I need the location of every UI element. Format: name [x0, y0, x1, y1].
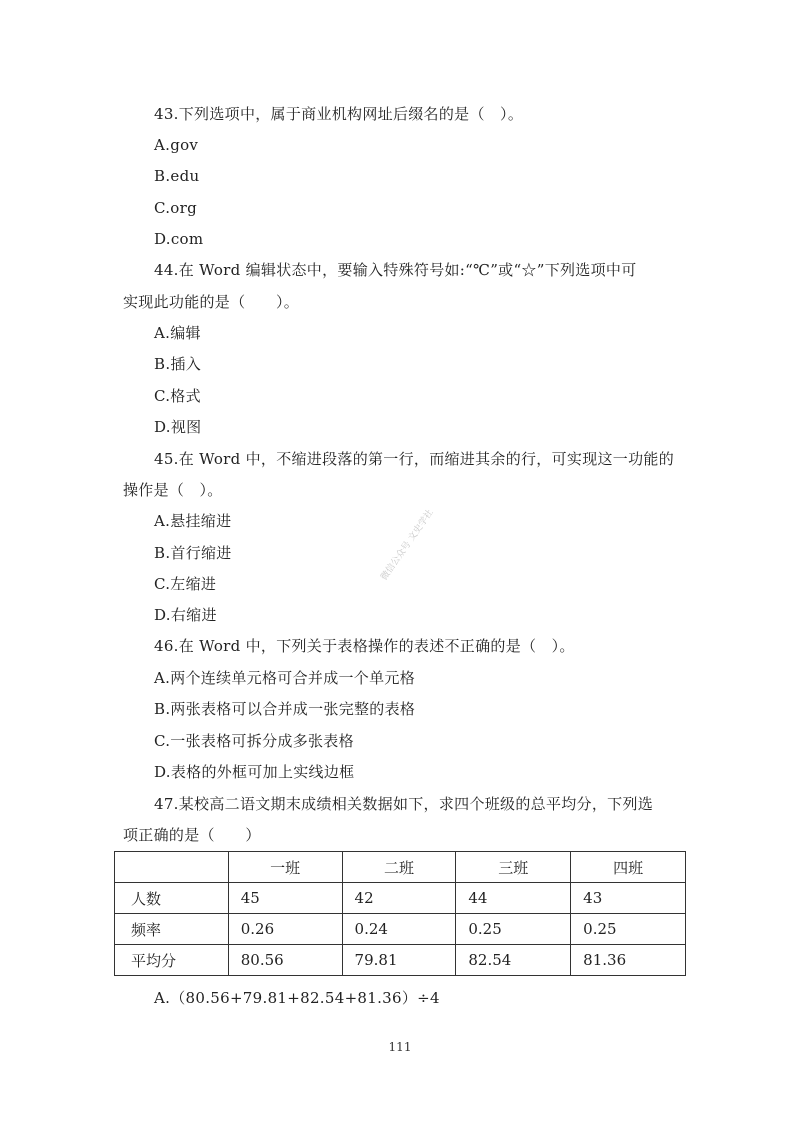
page-number: 111 [388, 1040, 412, 1054]
question-45-stem-line-2: 操作是（ ）。 [123, 481, 223, 499]
question-43-stem: 43.下列选项中，属于商业机构网址后缀名的是（ ）。 [154, 105, 524, 123]
table-cell: 0.25 [571, 914, 686, 945]
table-header-cell: 三班 [456, 852, 571, 883]
question-44-option-b: B.插入 [154, 355, 201, 373]
question-46-option-a: A.两个连续单元格可合并成一个单元格 [154, 669, 416, 687]
table-row-label: 平均分 [115, 945, 229, 976]
table-row [115, 883, 686, 914]
class-scores-table [114, 851, 686, 976]
question-46-stem: 46.在 Word 中，下列关于表格操作的表述不正确的是（ ）。 [154, 637, 575, 655]
question-45-option-b: B.首行缩进 [154, 544, 232, 562]
table-cell: 42 [342, 883, 456, 914]
question-46-option-d: D.表格的外框可加上实线边框 [154, 763, 355, 781]
table-cell: 43 [571, 883, 686, 914]
question-45-option-d: D.右缩进 [154, 606, 217, 624]
question-46-option-b: B.两张表格可以合并成一张完整的表格 [154, 700, 416, 718]
question-45-option-c: C.左缩进 [154, 575, 217, 593]
table-header-row [115, 852, 686, 883]
question-43-option-c: C.org [154, 199, 198, 217]
table-cell: 44 [456, 883, 571, 914]
table-cell: 81.36 [571, 945, 686, 976]
table-row-label: 人数 [115, 883, 229, 914]
question-44-option-a: A.编辑 [154, 324, 201, 342]
watermark: 微信公众号 文史学社 [379, 507, 436, 583]
table-row [115, 914, 686, 945]
table-cell: 82.54 [456, 945, 571, 976]
table-header-cell: 一班 [228, 852, 342, 883]
question-44-option-d: D.视图 [154, 418, 202, 436]
table-cell: 45 [228, 883, 342, 914]
question-43-option-d: D.com [154, 230, 204, 248]
question-45-option-a: A.悬挂缩进 [154, 512, 232, 530]
question-44-stem-line-1: 44.在 Word 编辑状态中，要输入特殊符号如:“℃”或“☆”下列选项中可 [154, 261, 637, 279]
question-46-option-c: C.一张表格可拆分成多张表格 [154, 732, 354, 750]
table-row [115, 945, 686, 976]
table-cell: 0.24 [342, 914, 456, 945]
question-43-option-a: A.gov [154, 136, 199, 154]
table-header-cell: 二班 [342, 852, 456, 883]
table-cell: 80.56 [228, 945, 342, 976]
question-43-option-b: B.edu [154, 167, 200, 185]
question-45-stem-line-1: 45.在 Word 中，不缩进段落的第一行，而缩进其余的行，可实现这一功能的 [154, 450, 674, 468]
question-47-option-a: A.（80.56+79.81+82.54+81.36）÷4 [154, 989, 440, 1007]
table-cell: 79.81 [342, 945, 456, 976]
table-cell: 0.25 [456, 914, 571, 945]
table-header-cell [115, 852, 229, 883]
table-cell: 0.26 [228, 914, 342, 945]
question-44-stem-line-2: 实现此功能的是（ ）。 [123, 293, 300, 311]
question-47-stem-line-2: 项正确的是（ ） [123, 826, 261, 844]
question-44-option-c: C.格式 [154, 387, 201, 405]
question-47-stem-line-1: 47.某校高二语文期末成绩相关数据如下，求四个班级的总平均分，下列选 [154, 795, 654, 813]
table-row-label: 频率 [115, 914, 229, 945]
table-header-cell: 四班 [571, 852, 686, 883]
